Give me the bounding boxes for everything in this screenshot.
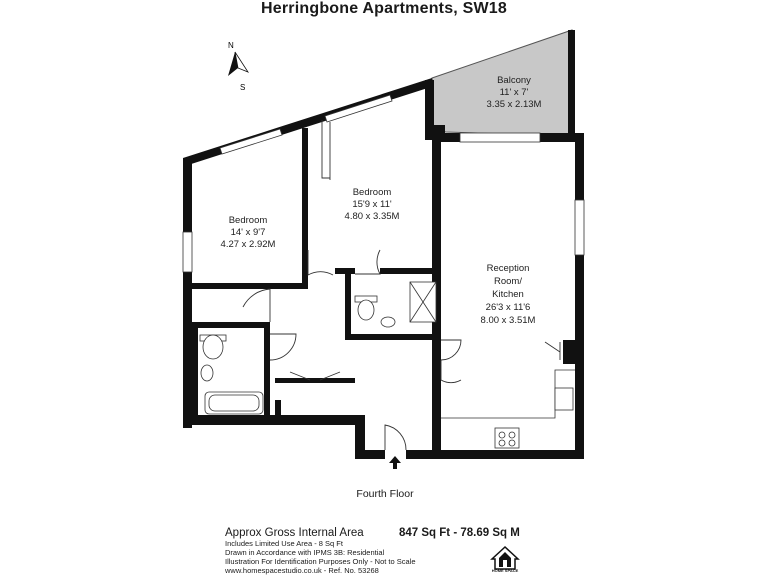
- area-info: [225, 527, 416, 575]
- bedroom1-imperial: 14' x 9'7: [230, 227, 266, 238]
- reception-line3: Kitchen: [492, 289, 524, 300]
- floor-label: Fourth Floor: [356, 488, 414, 500]
- area-note-1: Includes Limited Use Area - 8 Sq Ft: [225, 539, 343, 548]
- bedroom2-name: Bedroom: [352, 187, 392, 198]
- area-note-2: Drawn in Accordance with IPMS 3B: Residential: [225, 548, 385, 557]
- compass-south: S: [240, 83, 246, 92]
- area-value: 847 Sq Ft - 78.69 Sq M: [399, 527, 520, 539]
- hob: [495, 428, 519, 448]
- area-title: Approx Gross Internal Area: [225, 527, 364, 539]
- balcony-name: Balcony: [497, 75, 531, 86]
- page-title: Herringbone Apartments, SW18: [261, 0, 507, 17]
- bedroom1-metric: 4.27 x 2.92M: [220, 239, 276, 250]
- kitchen-sink: [555, 388, 573, 410]
- bedroom2-imperial: 15'9 x 11': [352, 199, 392, 210]
- balcony-metric: 3.35 x 2.13M: [486, 99, 542, 110]
- toilet-bowl: [203, 335, 223, 359]
- basin: [201, 365, 213, 381]
- reception-line1: Reception: [486, 263, 530, 274]
- reception-metric: 8.00 x 3.51M: [480, 315, 536, 326]
- logo-text: HOME SPACE: [491, 568, 519, 573]
- bedroom1-name: Bedroom: [228, 215, 268, 226]
- reception-line2: Room/: [494, 276, 522, 287]
- area-note-3: Illustration For Identification Purposes Only - Not to Scale: [225, 557, 416, 566]
- entrance-arrow-icon: [389, 456, 401, 469]
- reception-imperial: 26'3 x 11'6: [485, 302, 531, 313]
- balcony-imperial: 11' x 7': [499, 87, 529, 98]
- compass-icon: [228, 41, 248, 92]
- compass-north: N: [228, 41, 234, 50]
- bedroom2-metric: 4.80 x 3.35M: [344, 211, 400, 222]
- website-ref: www.homespacestudio.co.uk - Ref. No. 53268: [225, 566, 379, 575]
